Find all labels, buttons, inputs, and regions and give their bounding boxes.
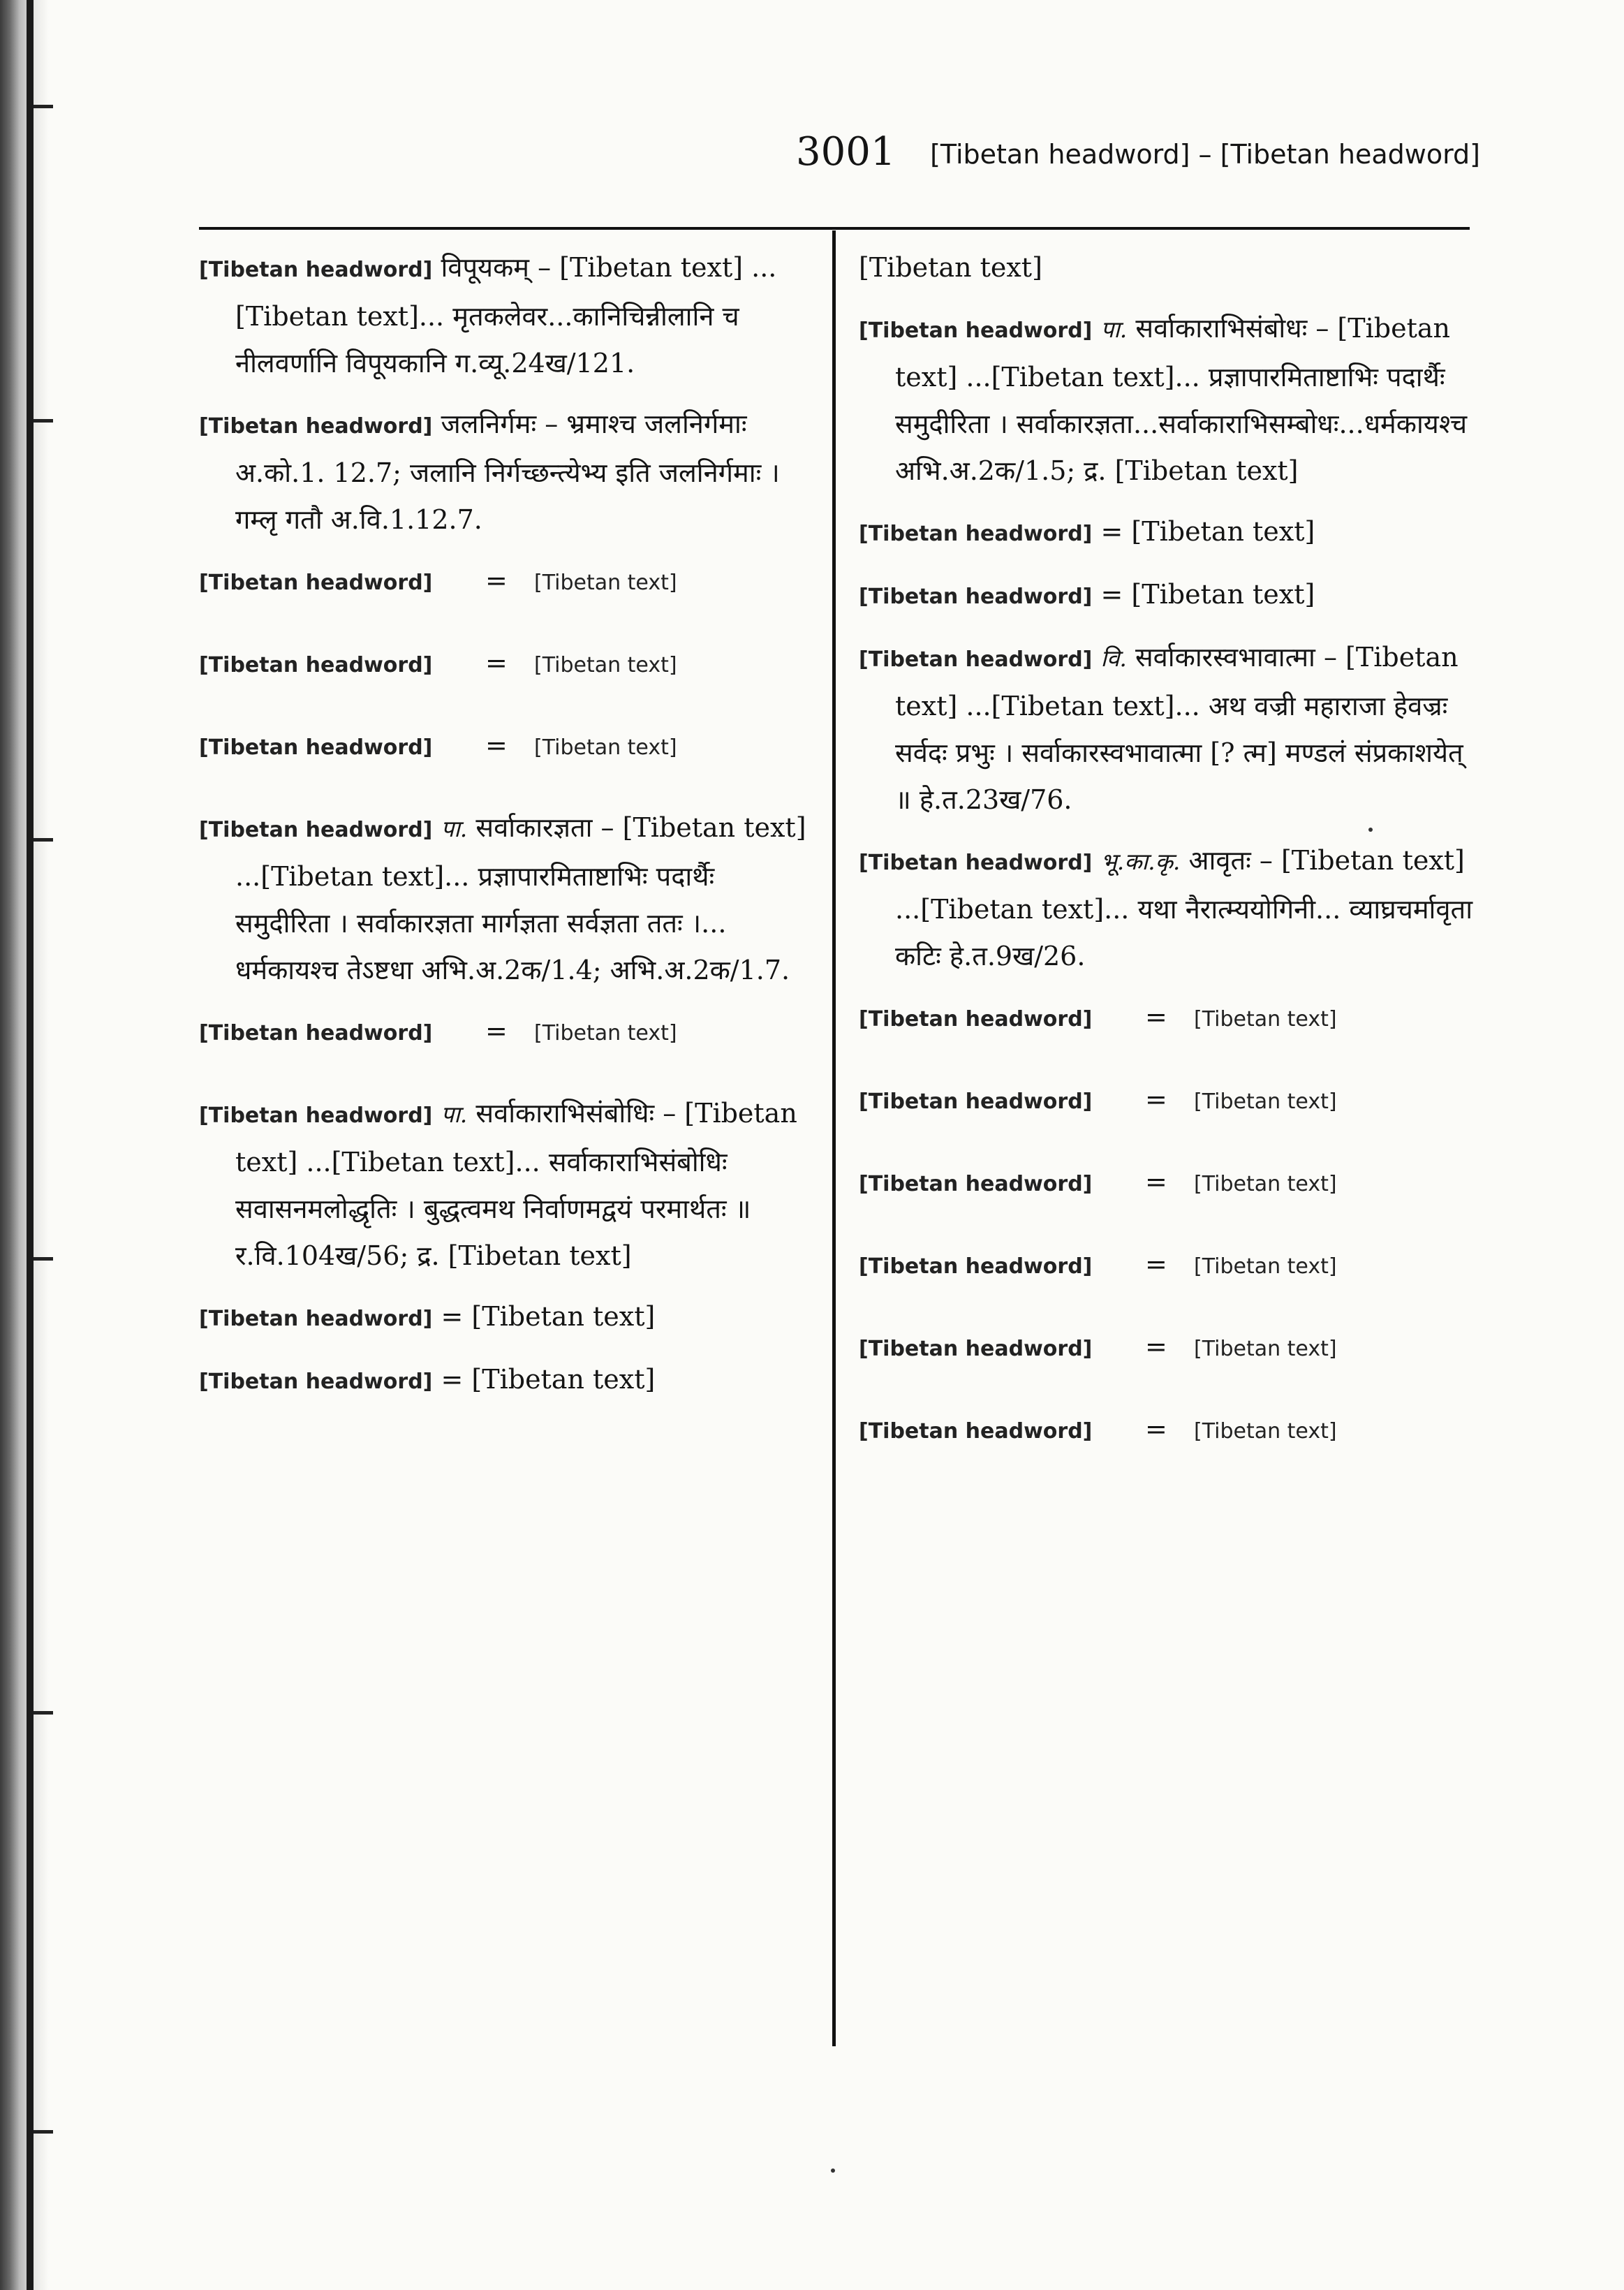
margin-tick <box>34 2130 53 2134</box>
entry-headword: [Tibetan headword] <box>859 1089 1093 1114</box>
xref-entry <box>199 557 813 626</box>
xref-entry <box>199 640 813 708</box>
entry-headword: [Tibetan headword] <box>199 653 433 677</box>
dictionary-entry <box>199 805 813 994</box>
entry-headword: [Tibetan headword] <box>859 851 1093 875</box>
entry-headword: [Tibetan headword] <box>859 1337 1093 1361</box>
xref-entry <box>859 994 1473 1062</box>
xref-target: [Tibetan text] <box>1194 1007 1337 1032</box>
entry-definition: = [Tibetan text] <box>441 1364 656 1395</box>
grammar-label: पा. <box>441 1101 468 1128</box>
entry-definition: [Tibetan text] <box>859 252 1042 283</box>
margin-tick <box>34 1711 53 1715</box>
entry-definition: सर्वाकारज्ञता – [Tibetan text] ...[Tibetan text]... प्रज्ञापारमिताष्टाभिः पदार्थैः समुदीरिता । सर्वाकारज्ञता मार्गज्ञता सर्वज्ञता ततः ।... धर्मकायश्च तेऽष्टधा अभि.अ.2क/1.4; अभि.अ.2क/1.7. <box>235 812 806 985</box>
xref-target: [Tibetan text] <box>534 571 677 595</box>
entry-definition: जलनिर्गमः – भ्रमाश्च जलनिर्गमाः अ.को.1. 12.7; जलानि निर्गच्छन्त्येभ्य इति जलनिर्गमाः । गम्लृ गतौ अ.वि.1.12.7. <box>235 409 780 535</box>
xref-target: [Tibetan text] <box>534 1021 677 1045</box>
equals-sign: = <box>485 565 508 596</box>
grammar-label: पा. <box>441 815 468 842</box>
equals-sign: = <box>1145 1001 1167 1032</box>
entry-headword: [Tibetan headword] <box>199 735 433 760</box>
entry-definition: सर्वाकाराभिसंबोधः – [Tibetan text] ...[Tibetan text]... प्रज्ञापारमिताष्टाभिः पदार्थैः समुदीरिता । सर्वाकारज्ञता...सर्वाकाराभिसम्बोधः...धर्मकायश्च अभि.अ.2क/1.5; द्र. [Tibetan text] <box>895 313 1468 486</box>
equals-sign: = <box>485 647 508 678</box>
xref-entry <box>859 1323 1473 1392</box>
entry-definition: = [Tibetan text] <box>441 1301 656 1332</box>
entry-headword: [Tibetan headword] <box>859 318 1093 343</box>
dictionary-entry <box>199 1293 813 1342</box>
xref-target: [Tibetan text] <box>1194 1254 1337 1279</box>
equals-sign: = <box>1145 1249 1167 1279</box>
margin-tick <box>34 419 53 423</box>
column-divider <box>832 230 836 2046</box>
dictionary-entry <box>859 305 1473 494</box>
equals-sign: = <box>1145 1166 1167 1197</box>
entry-headword: [Tibetan headword] <box>199 1103 433 1128</box>
xref-target: [Tibetan text] <box>534 735 677 760</box>
equals-sign: = <box>485 730 508 761</box>
entry-definition: विपूयकम् – [Tibetan text] ...[Tibetan text]... मृतकलेवर...कानिचिन्नीलानि च नीलवर्णानि विपूयकानि ग.व्यू.24ख/121. <box>235 252 777 379</box>
dictionary-entry <box>199 1356 813 1405</box>
entry-definition: आवृतः – [Tibetan text] ...[Tibetan text]... यथा नैरात्म्ययोगिनी... व्याघ्रचर्मावृता कटिः हे.त.9ख/26. <box>895 845 1473 971</box>
entry-headword: [Tibetan headword] <box>199 1307 433 1331</box>
entry-headword: [Tibetan headword] <box>199 818 433 842</box>
dictionary-entry <box>859 837 1473 980</box>
entry-definition: = [Tibetan text] <box>1100 579 1315 610</box>
grammar-label: पा. <box>1100 316 1128 343</box>
xref-entry <box>199 1008 813 1076</box>
dictionary-entry <box>859 244 1473 291</box>
page-number: 3001 <box>796 129 896 175</box>
entry-definition: सर्वाकारस्वभावात्मा – [Tibetan text] ...[Tibetan text]... अथ वज्री महाराजा हेवज्रः सर्वदः प्रभुः । सर्वाकारस्वभावात्मा [? त्म] मण्डलं संप्रकाशयेत् ॥ हे.त.23ख/76. <box>895 642 1463 815</box>
dictionary-entry <box>859 634 1473 823</box>
entry-headword: [Tibetan headword] <box>859 1254 1093 1279</box>
dictionary-entry <box>199 401 813 543</box>
xref-entry <box>199 722 813 791</box>
entry-headword: [Tibetan headword] <box>199 1021 433 1045</box>
entry-headword: [Tibetan headword] <box>859 585 1093 609</box>
entry-definition: सर्वाकाराभिसंबोधिः – [Tibetan text] ...[Tibetan text]... सर्वाकाराभिसंबोधिः सवासनमलोद्धृतिः । बुद्धत्वमथ निर्वाणमद्वयं परमार्थतः ॥ र.वि.104ख/56; द्र. [Tibetan text] <box>235 1098 797 1271</box>
xref-target: [Tibetan text] <box>1194 1337 1337 1361</box>
grammar-label: भू.का.कृ. <box>1100 848 1181 875</box>
xref-entry <box>859 1159 1473 1227</box>
scan-edge-shadow <box>0 0 49 2290</box>
entry-headword: [Tibetan headword] <box>859 1172 1093 1196</box>
entry-headword: [Tibetan headword] <box>199 571 433 595</box>
xref-entry <box>859 1076 1473 1145</box>
xref-entry <box>859 1241 1473 1309</box>
entry-headword: [Tibetan headword] <box>859 647 1093 672</box>
xref-target: [Tibetan text] <box>1194 1089 1337 1114</box>
entry-definition: = [Tibetan text] <box>1100 516 1315 547</box>
margin-tick <box>34 838 53 842</box>
xref-target: [Tibetan text] <box>1194 1172 1337 1196</box>
entry-headword: [Tibetan headword] <box>199 1370 433 1394</box>
entry-headword: [Tibetan headword] <box>859 1419 1093 1444</box>
running-head: [Tibetan headword] – [Tibetan headword] <box>930 139 1480 170</box>
equals-sign: = <box>1145 1084 1167 1115</box>
xref-entry <box>859 1406 1473 1474</box>
equals-sign: = <box>1145 1331 1167 1362</box>
entry-headword: [Tibetan headword] <box>199 258 433 282</box>
dictionary-entry <box>199 244 813 387</box>
grammar-label: वि. <box>1100 645 1127 672</box>
dictionary-entry <box>199 1090 813 1279</box>
equals-sign: = <box>1145 1414 1167 1444</box>
header-rule <box>199 227 1470 230</box>
page-header <box>182 129 1480 185</box>
entry-headword: [Tibetan headword] <box>859 1007 1093 1032</box>
right-column <box>859 244 1473 1488</box>
scan-speck <box>1368 828 1373 832</box>
entry-headword: [Tibetan headword] <box>199 414 433 439</box>
dictionary-entry <box>859 571 1473 620</box>
dictionary-entry <box>859 508 1473 557</box>
xref-target: [Tibetan text] <box>1194 1419 1337 1444</box>
xref-target: [Tibetan text] <box>534 653 677 677</box>
margin-tick <box>34 105 53 108</box>
scan-speck <box>831 2168 835 2173</box>
binding-line <box>27 0 34 2290</box>
entry-headword: [Tibetan headword] <box>859 522 1093 546</box>
margin-tick <box>34 1257 53 1261</box>
left-column <box>199 244 813 1419</box>
equals-sign: = <box>485 1015 508 1046</box>
